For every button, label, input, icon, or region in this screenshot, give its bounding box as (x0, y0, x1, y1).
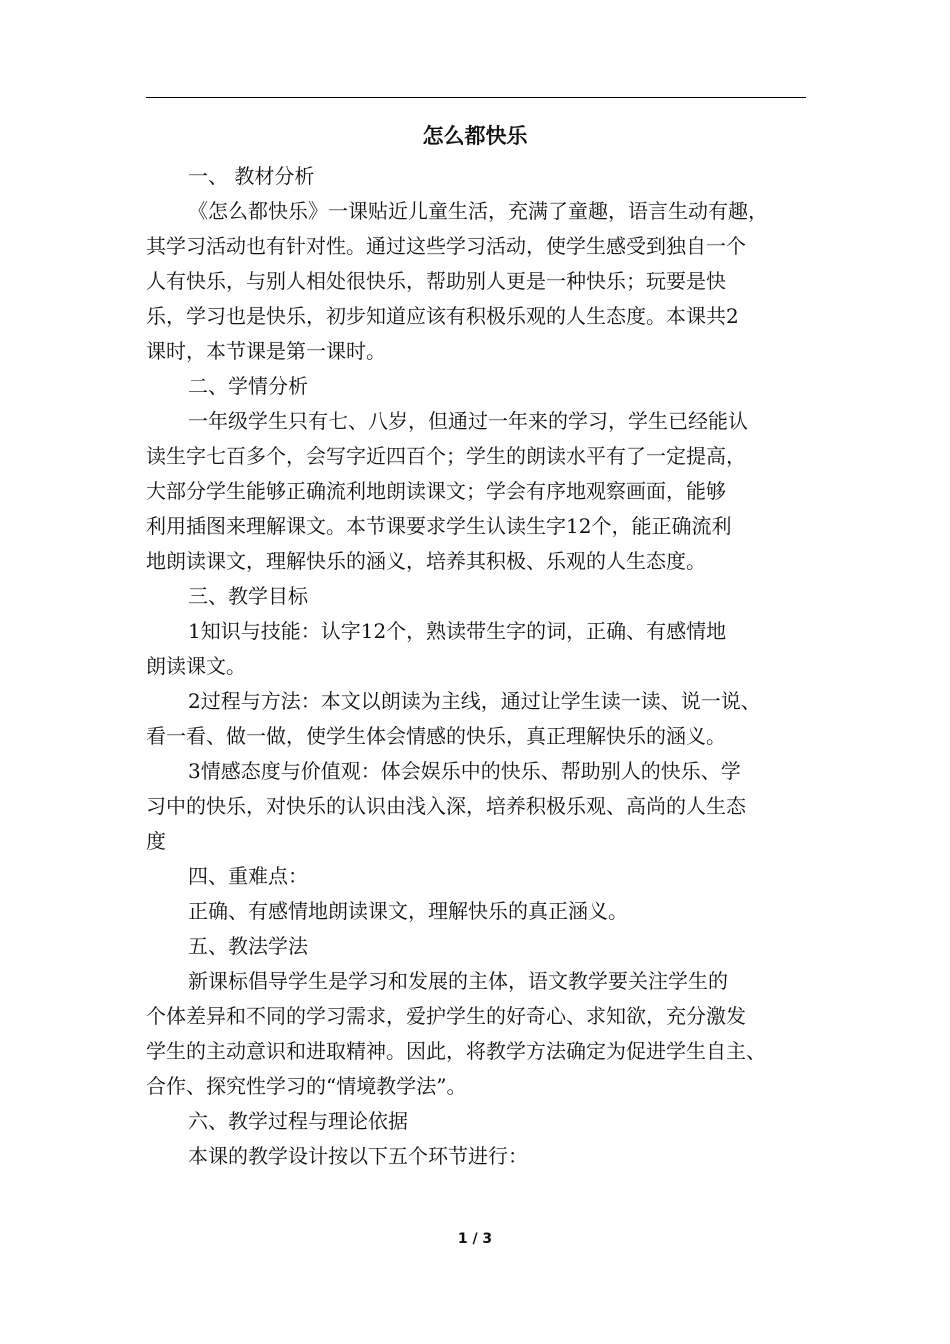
text-line: 朗读课文。 (146, 654, 246, 678)
text-line: 二、学情分析 (188, 374, 308, 398)
text-line: 一年级学生只有七、八岁，但通过一年来的学习，学生已经能认 (188, 409, 748, 433)
text-line: 度 (146, 829, 166, 853)
text-line: 读生字七百多个，会写字近四百个；学生的朗读水平有了一定提高， (146, 444, 746, 468)
text-line: 习中的快乐，对快乐的认识由浅入深，培养积极乐观、高尚的人生态 (146, 794, 746, 818)
text-line: 课时，本节课是第一课时。 (146, 339, 386, 363)
text-line: 本课的教学设计按以下五个环节进行： (188, 1144, 528, 1168)
text-line: 三、教学目标 (188, 584, 308, 608)
text-line: 1知识与技能：认字12个，熟读带生字的词，正确、有感情地 (188, 619, 727, 643)
document-body (146, 159, 826, 1174)
text-line: 《怎么都快乐》一课贴近儿童生活，充满了童趣，语言生动有趣， (188, 199, 768, 223)
text-line: 个体差异和不同的学习需求，爱护学生的好奇心、求知欲，充分激发 (146, 1004, 746, 1028)
text-line: 正确、有感情地朗读课文，理解快乐的真正涵义。 (188, 899, 628, 923)
header-rule (146, 97, 806, 98)
text-line: 新课标倡导学生是学习和发展的主体，语文教学要关注学生的 (188, 969, 728, 993)
text-line: 一、 教材分析 (188, 164, 315, 188)
text-line: 看一看、做一做，使学生体会情感的快乐，真正理解快乐的涵义。 (146, 724, 726, 748)
text-line: 乐，学习也是快乐，初步知道应该有积极乐观的人生态度。本课共2 (146, 304, 739, 328)
text-line: 地朗读课文，理解快乐的涵义，培养其积极、乐观的人生态度。 (146, 549, 706, 573)
document-title: 怎么都快乐 (422, 124, 528, 148)
text-line: 四、重难点： (188, 864, 308, 888)
text-line: 人有快乐，与别人相处很快乐，帮助别人更是一种快乐；玩要是快 (146, 269, 726, 293)
text-line: 六、教学过程与理论依据 (188, 1109, 408, 1133)
text-line: 大部分学生能够正确流利地朗读课文；学会有序地观察画面，能够 (146, 479, 726, 503)
text-line: 其学习活动也有针对性。通过这些学习活动，使学生感受到独自一个 (146, 234, 746, 258)
text-line: 合作、探究性学习的“情境教学法”。 (146, 1074, 467, 1098)
text-line: 五、教法学法 (188, 934, 308, 958)
text-line: 学生的主动意识和进取精神。因此，将教学方法确定为促进学生自主、 (146, 1039, 766, 1063)
text-line: 利用插图来理解课文。本节课要求学生认读生字12个，能正确流利 (146, 514, 732, 538)
text-line: 3情感态度与价值观：体会娱乐中的快乐、帮助别人的快乐、学 (188, 759, 741, 783)
page-number: 1 / 3 (457, 1231, 493, 1247)
text-line: 2过程与方法：本文以朗读为主线，通过让学生读一读、说一说、 (188, 689, 761, 713)
